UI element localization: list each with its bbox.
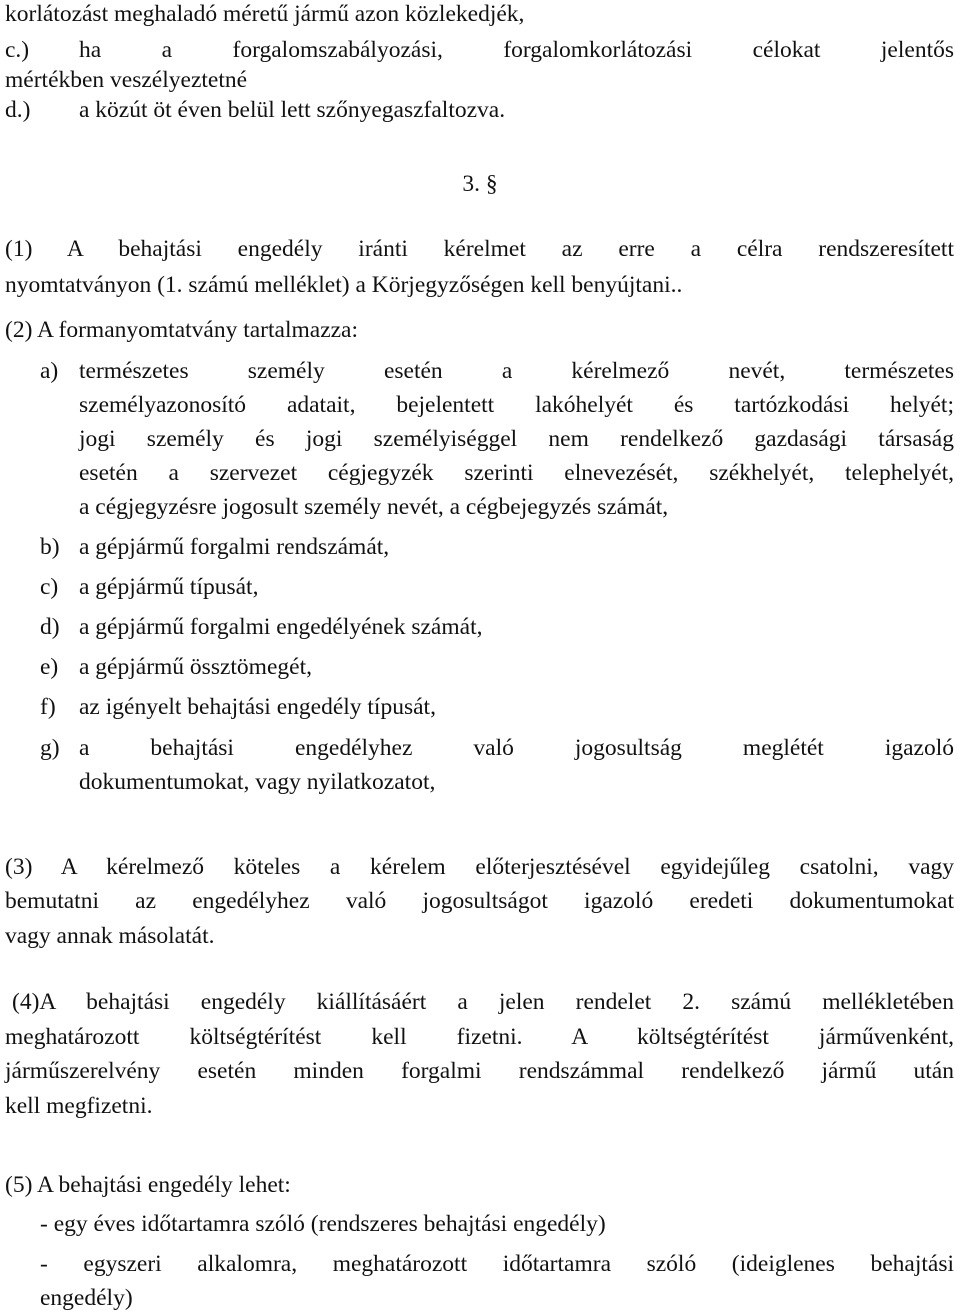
p2-item-a-line-3: jogi személy és jogi személyiséggel nem rendelkező gazdasági társaság — [79, 426, 954, 452]
p2-item-a-line-5: a cégjegyzésre jogosult személy nevét, a cégbejegyzés számát, — [79, 494, 669, 520]
p2-item-a-line-1: természetes személy esetén a kérelmező nevét, természetes — [79, 358, 954, 384]
p2-item-f-text: az igényelt behajtási engedély típusát, — [79, 694, 436, 720]
p2-item-a-line-4: esetén a szervezet cégjegyzék szerinti elnevezését, székhelyét, telephelyét, — [79, 460, 954, 486]
p2-item-b-text: a gépjármű forgalmi rendszámát, — [79, 534, 390, 560]
p2-item-f-label: f) — [40, 694, 56, 720]
p4-line-3: járműszerelvény esetén minden forgalmi rendszámmal rendelkező jármű után — [5, 1058, 954, 1084]
intro-line-1: korlátozást meghaladó méretű jármű azon közlekedjék, — [5, 1, 525, 27]
p4-line-1: (4)A behajtási engedély kiállításáért a jelen rendelet 2. számú mellékletében — [12, 989, 954, 1015]
p4-line-2: meghatározott költségtérítést kell fizetni. A költségtérítést járművenként, — [5, 1024, 954, 1050]
p2-item-d-label: d) — [40, 614, 60, 640]
intro-c-line-2: mértékben veszélyeztetné — [5, 67, 248, 93]
p1-line-2: nyomtatványon (1. számú melléklet) a Körjegyzőségen kell benyújtani.. — [5, 272, 683, 298]
p2-item-e-label: e) — [40, 654, 59, 680]
p2-item-a-line-2: személyazonosító adatait, bejelentett lakóhelyét és tartózkodási helyét; — [79, 392, 954, 418]
section-heading — [0, 170, 960, 198]
p2-item-a-label: a) — [40, 358, 59, 384]
intro-c-label: c.) — [5, 37, 30, 63]
p5-dash-item-2-line-2: engedély) — [40, 1285, 133, 1311]
p2-item-g-line-1: a behajtási engedélyhez való jogosultság meglétét igazoló — [79, 735, 954, 761]
p2-item-e-text: a gépjármű össztömegét, — [79, 654, 312, 680]
p2-intro: (2) A formanyomtatvány tartalmazza: — [5, 317, 359, 343]
p2-item-c-label: c) — [40, 574, 59, 600]
p5-dash-item-1: - egy éves időtartamra szóló (rendszeres behajtási engedély) — [40, 1211, 606, 1237]
p3-line-1: (3) A kérelmező köteles a kérelem előterjesztésével egyidejűleg csatolni, vagy — [5, 854, 954, 880]
section-number: 3. — [462, 171, 480, 197]
p4-line-4: kell megfizetni. — [5, 1093, 153, 1119]
p1-line-1: (1) A behajtási engedély iránti kérelmet az erre a célra rendszeresített — [5, 236, 954, 262]
p3-line-3: vagy annak másolatát. — [5, 923, 215, 949]
intro-c-line-1: ha a forgalomszabályozási, forgalomkorlátozási célokat jelentős — [79, 37, 954, 63]
p2-item-g-line-2: dokumentumokat, vagy nyilatkozatot, — [79, 769, 436, 795]
p5-dash-item-2-line-1: - egyszeri alkalomra, meghatározott időtartamra szóló (ideiglenes behajtási — [40, 1251, 954, 1277]
intro-d-line-1: a közút öt éven belül lett szőnyegaszfaltozva. — [79, 97, 506, 123]
p2-item-g-label: g) — [40, 735, 60, 761]
section-sign-icon: § — [480, 171, 498, 197]
p2-item-d-text: a gépjármű forgalmi engedélyének számát, — [79, 614, 483, 640]
p5-intro: (5) A behajtási engedély lehet: — [5, 1172, 291, 1198]
p2-item-c-text: a gépjármű típusát, — [79, 574, 259, 600]
intro-d-label: d.) — [5, 97, 31, 123]
p2-item-b-label: b) — [40, 534, 60, 560]
p3-line-2: bemutatni az engedélyhez való jogosultságot igazoló eredeti dokumentumokat — [5, 888, 954, 914]
